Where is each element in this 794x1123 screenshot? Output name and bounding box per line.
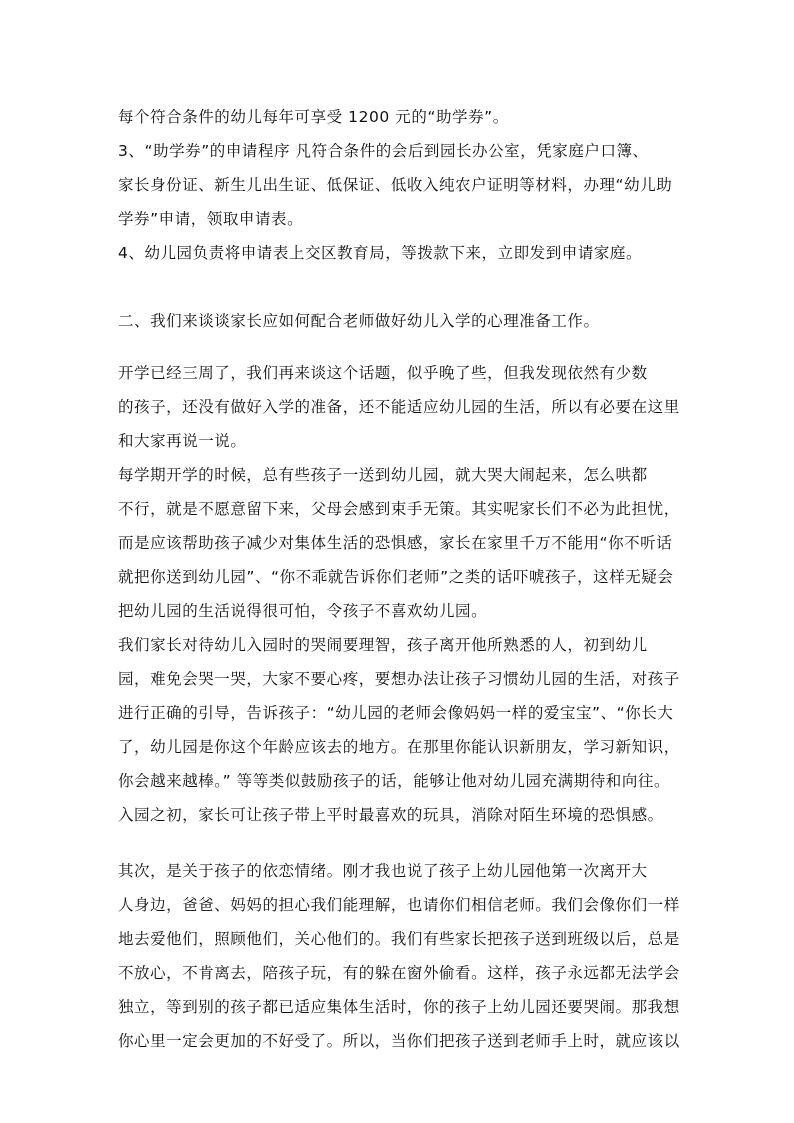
text-line: 你会越来越棒。” 等等类似鼓励孩子的话，能够让他对幼儿园充满期待和向往。 (118, 772, 671, 790)
text-line: 和大家再说一说。 (118, 432, 247, 450)
text-line: 家长身份证、新生儿出生证、低保证、低收入纯农户证明等材料，办理“幼儿助 (118, 176, 673, 194)
text-line: 不行，就是不愿意留下来，父母会感到束手无策。其实呢家长们不必为此担忧， (118, 500, 680, 518)
text-line: 了，幼儿园是你这个年龄应该去的地方。在那里你能认识新朋友，学习新知识， (118, 738, 680, 756)
text-line: 我们家长对待幼儿入园时的哭闹要理智，孩子离开他所熟悉的人，初到幼儿 (118, 636, 648, 654)
blank-line (118, 270, 686, 304)
text-line: 3、“助学券”的申请程序 凡符合条件的会后到园长办公室，凭家庭户口簿、 (118, 142, 649, 160)
text-line: 学券”申请，领取申请表。 (118, 210, 304, 228)
text-line: 地去爱他们，照顾他们，关心他们的。我们有些家长把孩子送到班级以后，总是 (118, 930, 680, 948)
text-line: 进行正确的引导，告诉孩子：“幼儿园的老师会像妈妈一样的爱宝宝”、“你长大 (118, 704, 674, 722)
text-line: 把幼儿园的生活说得很可怕，令孩子不喜欢幼儿园。 (118, 602, 488, 620)
text-line: 开学已经三周了，我们再来谈这个话题，似乎晚了些，但我发现依然有少数 (118, 364, 648, 382)
text-line: 人身边，爸爸、妈妈的担心我们能理解，也请你们相信老师。我们会像你们一样 (118, 896, 680, 914)
text-line: 每个符合条件的幼儿每年可享受 1200 元的“助学券”。 (118, 108, 509, 126)
text-line: 4、幼儿园负责将申请表上交区教育局，等拨款下来，立即发到申请家庭。 (118, 244, 643, 262)
text-line: 不放心，不肯离去，陪孩子玩，有的躲在窗外偷看。这样，孩子永远都无法学会 (118, 964, 680, 982)
text-line: 就把你送到幼儿园”、“你不乖就告诉你们老师”之类的话吓唬孩子，这样无疑会 (118, 568, 674, 586)
text-line: 入园之初，家长可让孩子带上平时最喜欢的玩具，消除对陌生环境的恐惧感。 (118, 806, 664, 824)
text-line: 园，难免会哭一哭，大家不要心疼，要想办法让孩子习惯幼儿园的生活，对孩子 (118, 670, 680, 688)
text-line: 独立，等到别的孩子都已适应集体生活时，你的孩子上幼儿园还要哭闹。那我想 (118, 998, 680, 1016)
text-line: 而是应该帮助孩子减少对集体生活的恐惧感，家长在家里千万不能用“你不听话 (118, 534, 673, 552)
text-line: 的孩子，还没有做好入学的准备，还不能适应幼儿园的生活，所以有必要在这里 (118, 398, 680, 416)
text-line: 你心里一定会更加的不好受了。所以，当你们把孩子送到老师手上时，就应该以 (118, 1032, 680, 1050)
section-heading: 二、我们来谈谈家长应如何配合老师做好幼儿入学的心理准备工作。 (118, 312, 600, 330)
text-line: 每学期开学的时候，总有些孩子一送到幼儿园，就大哭大闹起来，怎么哄都 (118, 466, 648, 484)
text-line: 其次，是关于孩子的依恋情绪。刚才我也说了孩子上幼儿园他第一次离开大 (118, 862, 648, 880)
